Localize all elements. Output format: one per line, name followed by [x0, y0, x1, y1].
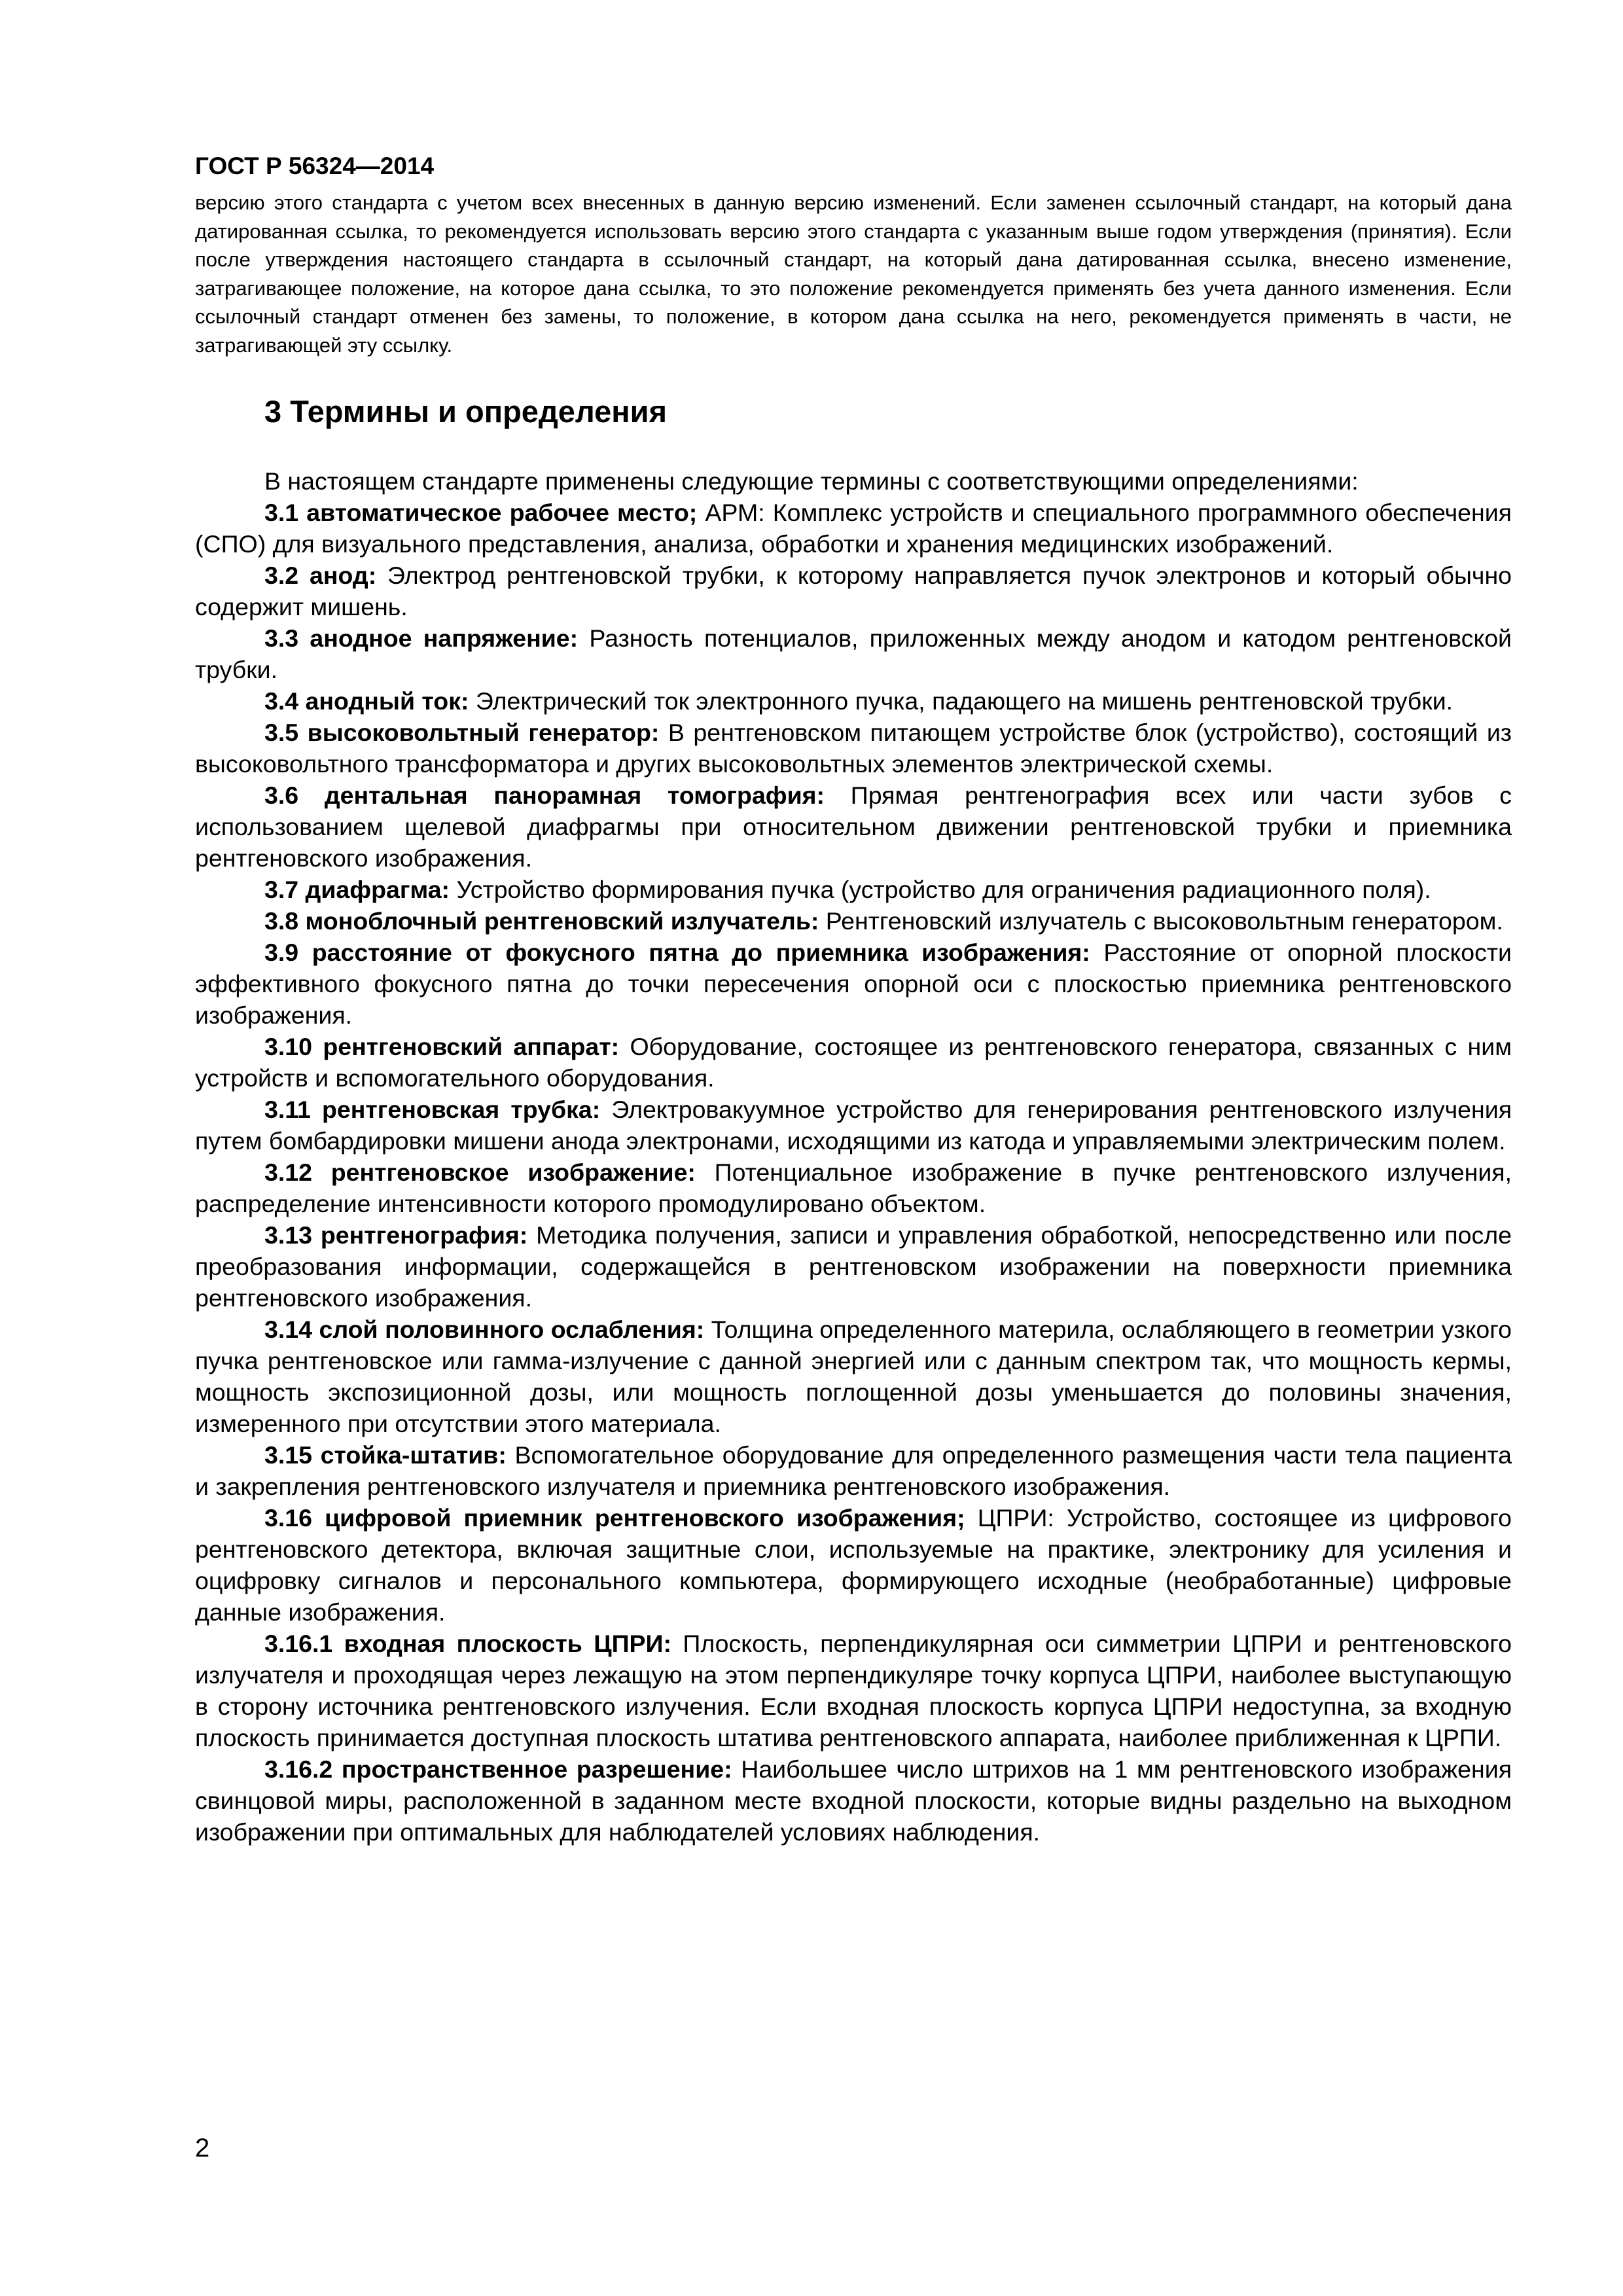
term-definition: Электровакуумное устройство для генерирования рентгеновского излучения путем бомбардировки мишени анода электронами, исходящими из катода и управляемыми электрическим полем. — [195, 1096, 1512, 1155]
term-definition: В рентгеновском питающем устройстве блок (устройство), состоящий из высоковольтного трансформатора и других высоковольтных элементов электрической схемы. — [195, 719, 1512, 778]
intro-paragraph: версию этого стандарта с учетом всех внесенных в данную версию изменений. Если заменен ссылочный стандарт, на который дана датированная ссылка, то рекомендуется использовать версию этого стандарта с указанным выше годом утверждения (принятия). Если после утверждения настоящего стандарта в ссылочный стандарт, на который дана датированная ссылка, внесено изменение, затрагивающее положение, на которое дана ссылка, то это положение рекомендуется применять без учета данного изменения. Если ссылочный стандарт отменен без замены, то положение, в котором дана ссылка на него, рекомендуется применять в части, не затрагивающей эту ссылку. — [195, 191, 1512, 357]
term-name: 3.14 слой половинного ослабления: — [264, 1316, 705, 1343]
term-definition: Рентгеновский излучатель с высоковольтным генератором. — [819, 907, 1503, 935]
term-definition: Разность потенциалов, приложенных между анодом и катодом рентгеновской трубки. — [195, 624, 1512, 683]
term-name: 3.12 рентгеновское изображение: — [264, 1158, 696, 1186]
term-name: 3.16.1 входная плоскость ЦПРИ: — [264, 1630, 672, 1657]
term-entry — [195, 1219, 1512, 1314]
term-definition: Оборудование, состоящее из рентгеновского генератора, связанных с ним устройств и вспомогательного оборудования. — [195, 1033, 1512, 1092]
term-entry — [195, 1753, 1512, 1848]
document-code: ГОСТ Р 56324—2014 — [195, 152, 435, 179]
term-entry — [195, 937, 1512, 1031]
term-name: 3.15 стойка-штатив: — [264, 1441, 507, 1469]
term-definition: Прямая рентгенография всех или части зубов с использованием щелевой диафрагмы при относительном движении рентгеновской трубки и приемника рентгеновского изображения. — [195, 781, 1512, 872]
term-name: 3.16.2 пространственное разрешение: — [264, 1755, 732, 1783]
term-definition: Толщина определенного материла, ослабляющего в геометрии узкого пучка рентгеновское или гамма-излучение с данной энергией или с данным спектром так, что мощность кермы, мощность экспозиционной дозы, или мощность поглощенной дозы уменьшается до половины значения, измеренного при отсутствии этого материала. — [195, 1316, 1512, 1437]
term-entry — [195, 1031, 1512, 1094]
term-name: 3.4 анодный ток: — [264, 687, 469, 715]
term-entry — [195, 780, 1512, 874]
term-entry — [195, 1502, 1512, 1628]
term-entry — [195, 685, 1512, 717]
term-name: 3.16 цифровой приемник рентгеновского изображения; — [264, 1504, 965, 1532]
term-name: 3.8 моноблочный рентгеновский излучатель: — [264, 907, 819, 935]
page-number: 2 — [195, 2134, 210, 2162]
term-definition: Плоскость, перпендикулярная оси симметрии ЦПРИ и рентгеновского излучателя и проходящая через лежащую на этом перпендикуляре точку корпуса ЦПРИ, наиболее выступающую в сторону источника рентгеновского излучения. Если входная плоскость корпуса ЦПРИ недоступна, за входную плоскость принимается доступная плоскость штатива рентгеновского аппарата, наиболее приближенная к ЦРПИ. — [195, 1630, 1512, 1751]
term-definition: Наибольшее число штрихов на 1 мм рентгеновского изображения свинцовой миры, расположенной в заданном месте входной плоскости, которые видны раздельно на выходном изображении при оптимальных для наблюдателей условиях наблюдения. — [195, 1755, 1512, 1846]
term-name: 3.9 расстояние от фокусного пятна до приемника изображения: — [264, 939, 1090, 966]
term-definition: Вспомогательное оборудование для определенного размещения части тела пациента и закрепления рентгеновского излучателя и приемника рентгеновского изображения. — [195, 1441, 1512, 1500]
term-name: 3.5 высоковольтный генератор: — [264, 719, 660, 746]
term-entry — [195, 1314, 1512, 1439]
term-entry — [195, 497, 1512, 560]
term-name: 3.6 дентальная панорамная томография: — [264, 781, 825, 809]
term-entry — [195, 1157, 1512, 1219]
term-definition: АРМ: Комплекс устройств и специального программного обеспечения (СПО) для визуального представления, анализа, обработки и хранения медицинских изображений. — [195, 499, 1512, 558]
term-entry — [195, 622, 1512, 685]
term-entry — [195, 905, 1512, 937]
term-name: 3.3 анодное напряжение: — [264, 624, 579, 652]
term-entry — [195, 1628, 1512, 1753]
section-lead: В настоящем стандарте применены следующие термины с соответствующими определениями: — [264, 467, 1359, 495]
term-definition: Устройство формирования пучка (устройство для ограничения радиационного поля). — [450, 876, 1431, 903]
terms-list — [195, 497, 1512, 1848]
term-definition: Методика получения, записи и управления обработкой, непосредственно или после преобразования информации, содержащейся в рентгеновском изображении на поверхности приемника рентгеновского изображения. — [195, 1221, 1512, 1312]
term-definition: Расстояние от опорной плоскости эффективного фокусного пятна до точки пересечения опорной оси с плоскостью приемника рентгеновского изображения. — [195, 939, 1512, 1029]
term-entry — [195, 717, 1512, 780]
term-definition: Электрический ток электронного пучка, падающего на мишень рентгеновской трубки. — [469, 687, 1454, 715]
term-definition: Электрод рентгеновской трубки, к которому направляется пучок электронов и который обычно содержит мишень. — [195, 562, 1512, 620]
term-definition: ЦПРИ: Устройство, состоящее из цифрового рентгеновского детектора, включая защитные слои, используемые на практике, электронику для усиления и оцифровку сигналов и персонального компьютера, формирующего исходные (необработанные) цифровые данные изображения. — [195, 1504, 1512, 1626]
term-name: 3.11 рентгеновская трубка: — [264, 1096, 601, 1123]
term-entry — [195, 1439, 1512, 1502]
term-entry — [195, 560, 1512, 622]
document-page — [195, 152, 1512, 1848]
term-definition: Потенциальное изображение в пучке рентгеновского излучения, распределение интенсивности которого промодулировано объектом. — [195, 1158, 1512, 1217]
term-entry — [195, 1094, 1512, 1157]
term-name: 3.13 рентгенография: — [264, 1221, 528, 1249]
term-name: 3.7 диафрагма: — [264, 876, 450, 903]
term-entry — [195, 874, 1512, 905]
section-title: 3 Термины и определения — [264, 394, 667, 429]
term-name: 3.1 автоматическое рабочее место; — [264, 499, 698, 526]
term-name: 3.2 анод: — [264, 562, 377, 589]
term-name: 3.10 рентгеновский аппарат: — [264, 1033, 620, 1060]
